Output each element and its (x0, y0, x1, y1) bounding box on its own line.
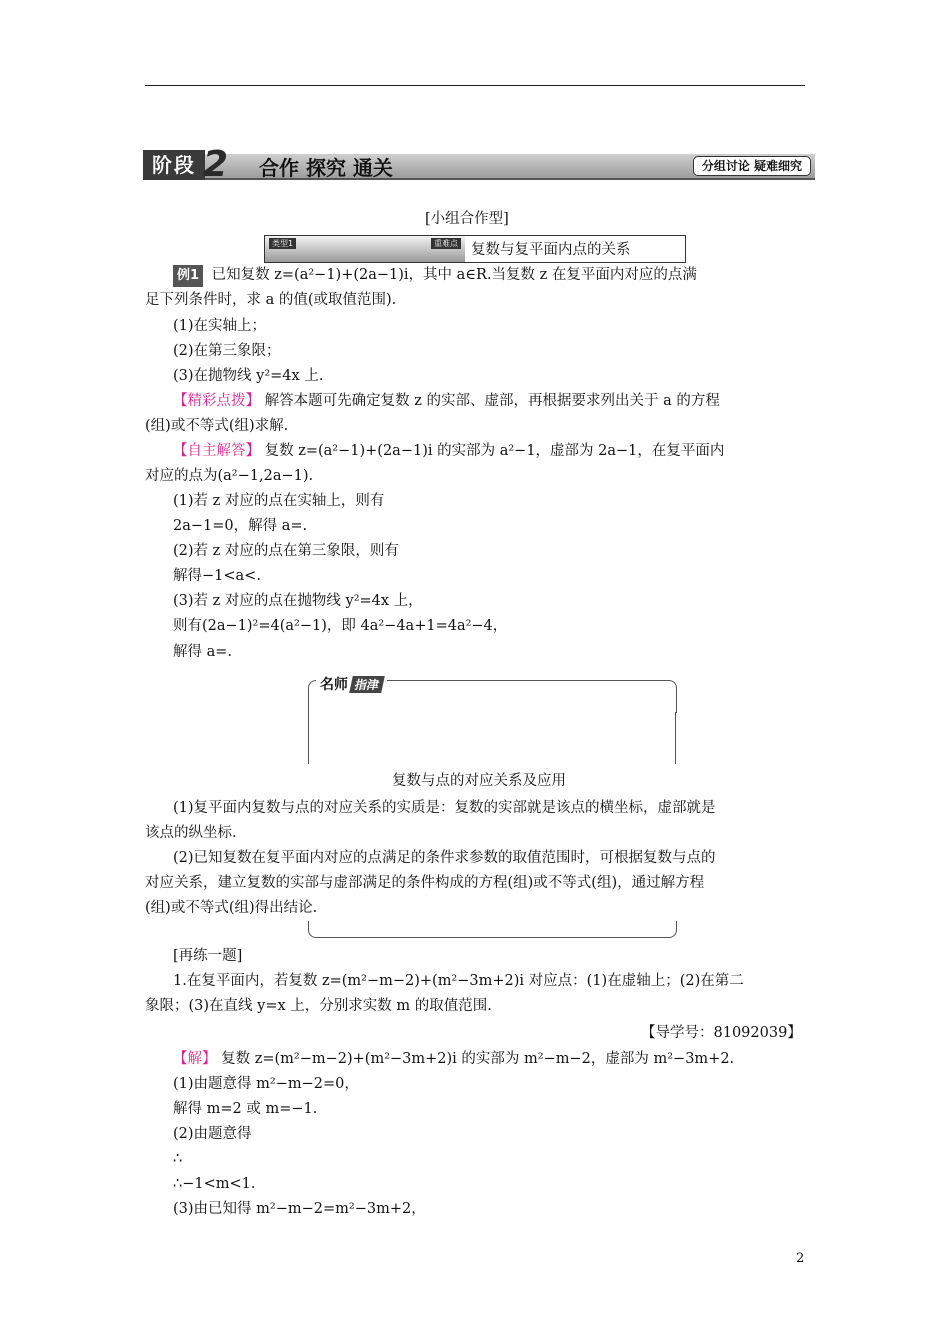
answer-line: 解得 m=2 或 m=−1. (173, 1101, 318, 1117)
type-bar-tags (265, 236, 465, 262)
stage-banner (143, 144, 815, 185)
example-line: (1)在实轴上； (173, 318, 267, 334)
example-line: (2)在第三象限； (173, 343, 281, 359)
tips-line: 对应关系，建立复数的实部与虚部满足的条件构成的方程(组)或不等式(组)，通过解方程 (145, 875, 705, 891)
section-tag: [小组合作型] (425, 211, 509, 227)
solution-line: 则有(2a−1)²=4(a²−1)，即 4a²−4a+1=4a²−4， (173, 618, 508, 634)
tips-line: 该点的纵坐标. (145, 825, 237, 841)
tips-heading: 复数与点的对应关系及应用 (392, 773, 566, 789)
solution-line: 解得−1<a<. (173, 568, 261, 584)
tips-frame-right (675, 712, 676, 764)
stage-tag: 分组讨论 疑难细究 (693, 156, 811, 176)
type-title: 复数与复平面内点的关系 (471, 242, 631, 258)
header-rule (145, 85, 805, 86)
practice-line: 1.在复平面内，若复数 z=(m²−m−2)+(m²−3m+2)i 对应点：(1)在虚轴上；(2)在第二 (173, 973, 744, 989)
answer-line: ∴ (173, 1151, 183, 1167)
type-bar (264, 235, 686, 263)
guide-number: 【导学号：81092039】 (641, 1025, 802, 1041)
solution-text: 复数 z=(a²−1)+(2a−1)i 的实部为 a²−1，虚部为 2a−1，在复平面内 (264, 443, 725, 459)
answer-line: (2)由题意得 (173, 1126, 252, 1142)
tips-label-text: 名师 (320, 677, 348, 693)
hint-line: (组)或不等式(组)求解. (145, 418, 289, 434)
difficulty-tag: 重难点 (431, 238, 461, 249)
solution-line: 对应的点为(a²−1,2a−1). (145, 468, 314, 484)
tips-line: (2)已知复数在复平面内对应的点满足的条件求参数的取值范围时，可根据复数与点的 (173, 850, 716, 866)
answer-line: (3)由已知得 m²−m−2=m²−3m+2， (173, 1201, 426, 1217)
answer-line-1 (173, 1048, 734, 1070)
tips-line: (组)或不等式(组)得出结论. (145, 900, 318, 916)
tips-frame-left (308, 712, 309, 764)
stage-label: 阶段 (143, 150, 205, 180)
example-mark: 例1 (173, 265, 203, 287)
answer-text: 复数 z=(m²−m−2)+(m²−3m+2)i 的实部为 m²−m−2，虚部为 m²−3m+2. (221, 1051, 735, 1067)
answer-line: ∴−1<m<1. (173, 1176, 256, 1192)
hint-line-1 (173, 390, 720, 412)
tips-line: (1)复平面内复数与点的对应关系的实质是：复数的实部就是该点的横坐标，虚部就是 (173, 800, 716, 816)
solution-line: 2a−1=0，解得 a=. (173, 518, 308, 534)
solution-line: (3)若 z 对应的点在抛物线 y²=4x 上， (173, 593, 423, 609)
example-line: 足下列条件时，求 a 的值(或取值范围). (145, 292, 397, 308)
hint-label: 【精彩点拨】 (173, 393, 260, 409)
tips-label-inverse: 指津 (349, 676, 385, 693)
solution-label: 【自主解答】 (173, 443, 260, 459)
type-tag: 类型1 (269, 238, 296, 249)
example-text: 已知复数 z=(a²−1)+(2a−1)i，其中 a∈R.当复数 z 在复平面内对应的点满 (211, 267, 697, 283)
page-number: 2 (796, 1251, 805, 1266)
stage-number: 2 (203, 144, 229, 185)
example-line: (3)在抛物线 y²=4x 上. (173, 368, 324, 384)
answer-label: 【解】 (173, 1051, 217, 1067)
practice-line: 象限；(3)在直线 y=x 上，分别求实数 m 的取值范围. (145, 998, 492, 1014)
solution-line: 解得 a=. (173, 644, 233, 660)
example-line-1 (173, 264, 697, 287)
tips-frame-bottom (308, 921, 677, 938)
solution-line: (2)若 z 对应的点在第三象限，则有 (173, 543, 399, 559)
solution-line: (1)若 z 对应的点在实轴上，则有 (173, 493, 385, 509)
tips-label (316, 674, 387, 694)
hint-text: 解答本题可先确定复数 z 的实部、虚部，再根据要求列出关于 a 的方程 (264, 393, 720, 409)
practice-heading: [再练一题] (173, 948, 243, 964)
answer-line: (1)由题意得 m²−m−2=0， (173, 1076, 359, 1092)
stage-title: 合作 探究 通关 (259, 156, 393, 180)
solution-line-1 (173, 440, 724, 462)
